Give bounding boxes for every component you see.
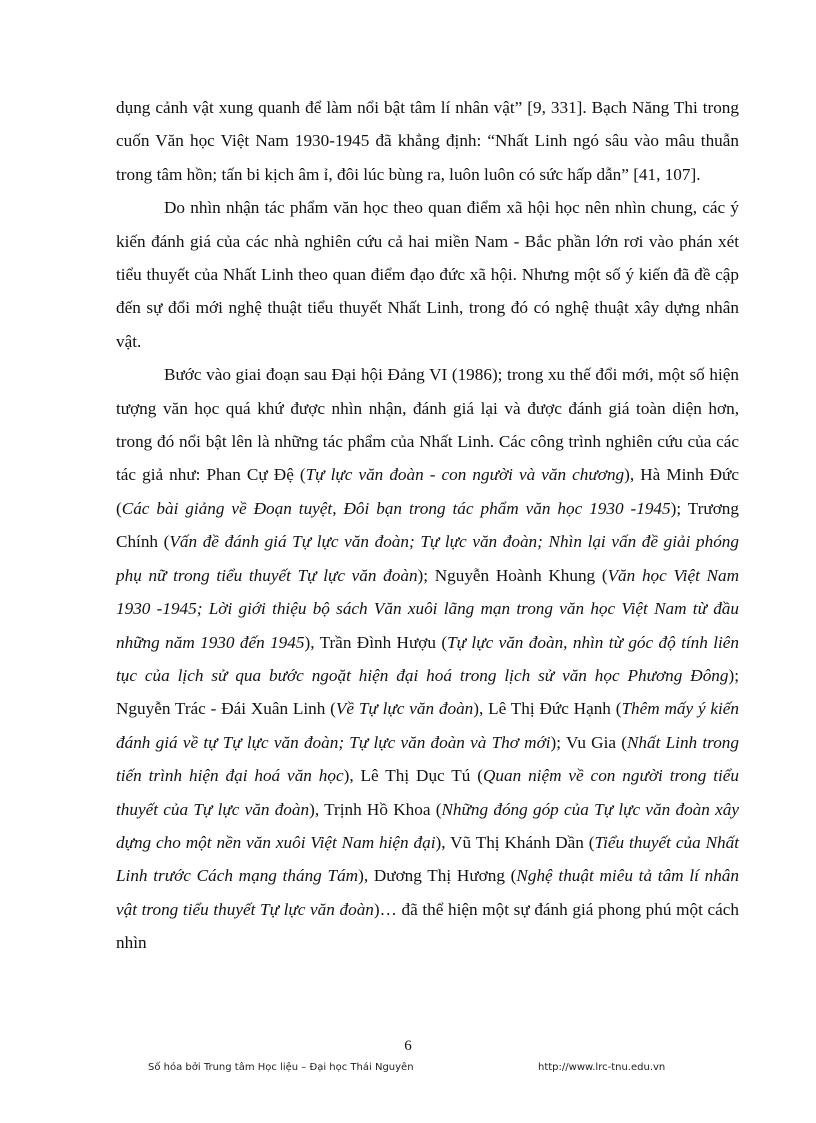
text-run: ); Nguyễn Hoành Khung ( [417,565,608,585]
text-run: Bước vào giai đoạn sau Đại hội Đảng VI (1986); trong xu thế đổi mới, một số hiện tượng văn học quá khứ được nhìn nhận, đánh giá lại và được đánh giá toàn diện hơn, trong đó nổi bật lên là những tác phẩm của Nhất Linh. Các công trình nghiên cứu của các tác giả như: Phan Cự Đệ ( [116,365,739,485]
work-title: Nghệ thuật miêu tả tâm lí nhân vật trong tiểu thuyết Tự lực văn đoàn [116,866,739,919]
work-title: Tự lực văn đoàn, nhìn từ góc độ tính liên tục của lịch sử qua bước ngoặt hiện đại hoá trong lịch sử văn học Phương Đông [116,632,740,685]
paragraph-3 [116,358,739,959]
text-run: ), Lê Thị Dục Tú ( [343,766,483,786]
work-title: Các bài giảng về Đoạn tuyệt, Đôi bạn trong tác phẩm văn học 1930 -1945 [121,498,671,518]
text-run: ), Trịnh Hồ Khoa ( [309,799,442,819]
text-run: ), Dương Thị Hương ( [358,866,517,886]
work-title: Nhất Linh trong tiến trình hiện đại hoá văn học [116,732,739,786]
text-run: ), Lê Thị Đức Hạnh ( [473,699,622,719]
work-title: Về Tự lực văn đoàn [335,699,474,719]
text-run: ); Trương Chính ( [116,498,739,552]
work-title: Tự lực văn đoàn - con người và văn chương [305,465,625,485]
work-title: Thêm mấy ý kiến đánh giá về tự Tự lực văn đoàn; Tự lực văn đoàn và Thơ mới [116,699,740,752]
text-run: ), Trần Đình Hượu ( [304,632,448,652]
footer-source: Số hóa bởi Trung tâm Học liệu – Đại học Thái Nguyên [148,1062,414,1073]
paragraph-1 [116,91,739,191]
footer-url: http://www.lrc-tnu.edu.vn [538,1062,666,1073]
paragraph-2 [116,191,739,358]
text-run: dụng cảnh vật xung quanh để làm nổi bật tâm lí nhân vật” [9, 331]. Bạch Năng Thi trong cuốn Văn học Việt Nam 1930-1945 đã khẳng định: “Nhất Linh ngó sâu vào mâu thuẫn trong tâm hồn; tấn bi kịch âm ỉ, đôi lúc bùng ra, luôn luôn có sức hấp dẫn” [41, 107]. [116,98,739,184]
text-run: ), Vũ Thị Khánh Dần ( [435,832,595,852]
page-number: 6 [404,1038,412,1054]
work-title: Văn học Việt Nam 1930 -1945; Lời giới thiệu bộ sách Văn xuôi lãng mạn trong văn học Việt Nam từ đầu những năm 1930 đến 1945 [116,565,740,652]
text-run: )… đã thể hiện một sự đánh giá phong phú một cách nhìn [116,899,740,953]
work-title: Quan niệm về con người trong tiểu thuyết của Tự lực văn đoàn [116,766,739,819]
text-run: ), Hà Minh Đức ( [116,465,739,518]
work-title: Vấn đề đánh giá Tự lực văn đoàn; Tự lực văn đoàn; Nhìn lại vấn đề giải phóng phụ nữ trong tiểu thuyết Tự lực văn đoàn [116,532,739,585]
text-run: ); Vu Gia ( [550,732,627,752]
text-run: ); Nguyễn Trác - Đái Xuân Linh ( [116,665,739,719]
work-title: Những đóng góp của Tự lực văn đoàn xây dựng cho một nền văn xuôi Việt Nam hiện đại [116,799,739,852]
work-title: Tiểu thuyết của Nhất Linh trước Cách mạng tháng Tám [116,832,739,886]
text-run: Do nhìn nhận tác phẩm văn học theo quan điểm xã hội học nên nhìn chung, các ý kiến đánh giá của các nhà nghiên cứu cả hai miền Nam - Bắc phần lớn rơi vào phán xét tiểu thuyết của Nhất Linh theo quan điểm đạo đức xã hội. Nhưng một số ý kiến đã đề cập đến sự đổi mới nghệ thuật tiểu thuyết Nhất Linh, trong đó có nghệ thuật xây dựng nhân vật. [116,198,739,351]
document-body [116,91,739,960]
